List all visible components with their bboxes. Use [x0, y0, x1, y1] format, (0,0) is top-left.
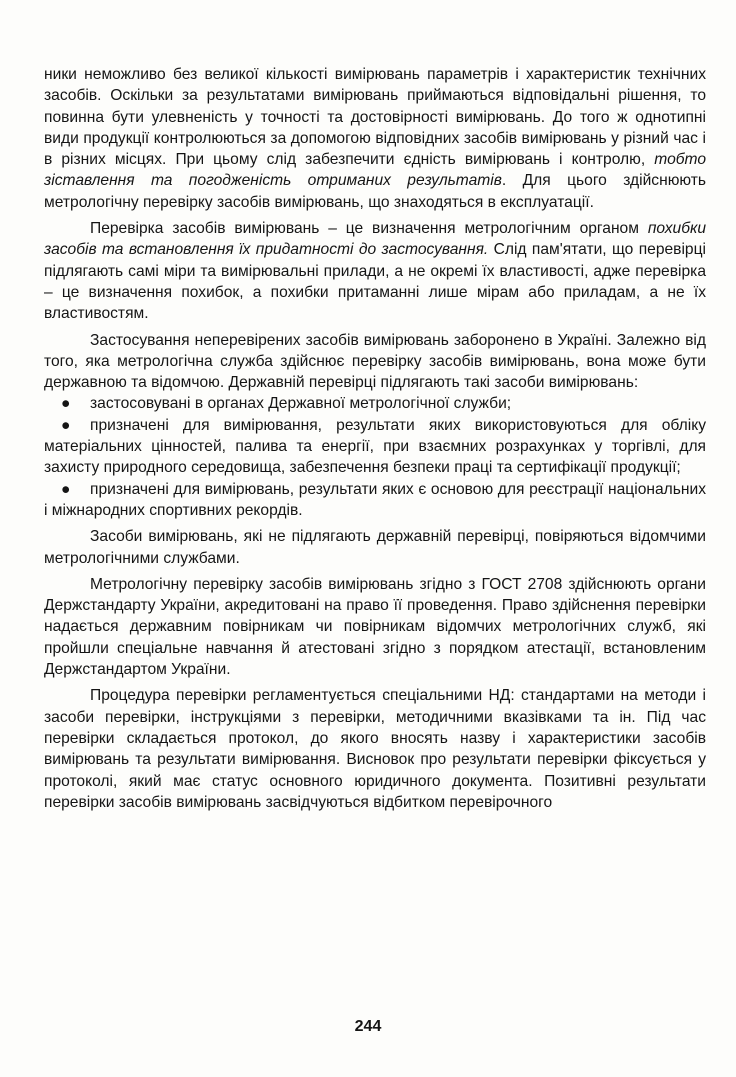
- list-item-text: призначені для вимірювань, результати яких є основою для реєстрації національних і міжнародних спортивних рекордів.: [44, 480, 706, 519]
- p2-run-2-italic: похибки засобів та встановлення їх придатності до застосування.: [44, 220, 706, 259]
- paragraph-6: Процедура перевірки регламентується спеціальними НД: стандартами на методи і засоби перевірки, інструкціями з перевірки, методичними вказівками та ін. Під час перевірки складається протокол, до якого вносять назву і характеристики засобів вимірювань та результати вимірювання. Висновок про результати перевірки фіксується у протоколі, який має статус основного юридичного документа. Позитивні результати перевірки засобів вимірювань засвідчуються відбитком перевірочного: [44, 687, 706, 811]
- paragraph-1: [44, 64, 706, 213]
- list-item-text: застосовувані в органах Державної метрологічної служби;: [90, 395, 512, 413]
- paragraph-4: Засоби вимірювань, які не підлягають державній перевірці, повіряються відомчими метрологічними службами.: [44, 528, 706, 567]
- paragraph-3: [44, 330, 706, 394]
- list-item-text: призначені для вимірювання, результати яких використовуються для обліку матеріальних цінностей, палива та енергії, при взаємних розрахунках у торгівлі, для захисту природного середовища, забезпечення безпеки праці та сертифікації продукції;: [44, 416, 706, 477]
- body-text: [44, 64, 706, 813]
- requirements-list: [44, 393, 706, 521]
- p1-run-3: . Для цього здійснюють метрологічну перевірку засобів вимірювань, що знаходяться в експлуатації.: [44, 172, 707, 211]
- p2-run-1: Перевірка засобів вимірювань – це визначення метрологічним органом: [90, 220, 648, 238]
- list-item: ● застосовувані в органах Державної метрологічної служби;: [61, 395, 512, 413]
- paragraph-2: [44, 218, 706, 324]
- p2-run-3: Слід пам'ятати, що перевірці підлягають самі міри та вимірювальні прилади, а не окремі їх властивості, адже перевірка – це визначення похибок, а похибки притаманні лише мірам або приладам, а не їх властивостям.: [44, 241, 706, 323]
- paragraph-5: Метрологічну перевірку засобів вимірювань згідно з ГОСТ 2708 здійснюють органи Держстандарту України, акредитовані на право її проведення. Право здійснення перевірки надається державним повірникам чи повірникам відомчих метрологічних служб, які пройшли спеціальне навчання й атестовані згідно з порядком атестації, встановленим Держстандартом України.: [44, 575, 706, 679]
- list-item: ● призначені для вимірювань, результати яких є основою для реєстрації національних і міжнародних спортивних рекордів.: [44, 480, 706, 519]
- p1-run-1: ники неможливо без великої кількості вимірювань параметрів і характеристик технічних засобів. Оскільки за результатами вимірювань приймаються відповідальні рішення, то повинна бути улевненість у точності та достовірності вимірювань. До того ж однотипні види продукції контролюються за допомогою відповідних засобів вимірювань у різний час і в різних місцях. При цьому слід забезпечити єдність вимірювань і контролю,: [44, 66, 706, 169]
- p3-run-1: Застосування неперевірених засобів вимірювань заборонено в Україні. Залежно від того, яка метрологічна служба здійснює перевірку засобів вимірювань, вона може бути державною та відомчою. Державній перевірці підлягають такі засоби вимірювань:: [44, 331, 706, 392]
- list-item: ● призначені для вимірювання, результати яких використовуються для обліку матеріальних цінностей, палива та енергії, при взаємних розрахунках у торгівлі, для захисту природного середовища, забезпечення безпеки праці та сертифікації продукції;: [44, 416, 706, 477]
- p1-run-2-italic: тобто зіставлення та погодженість отриманих результатів: [44, 151, 706, 190]
- page-number: 244: [354, 1018, 382, 1035]
